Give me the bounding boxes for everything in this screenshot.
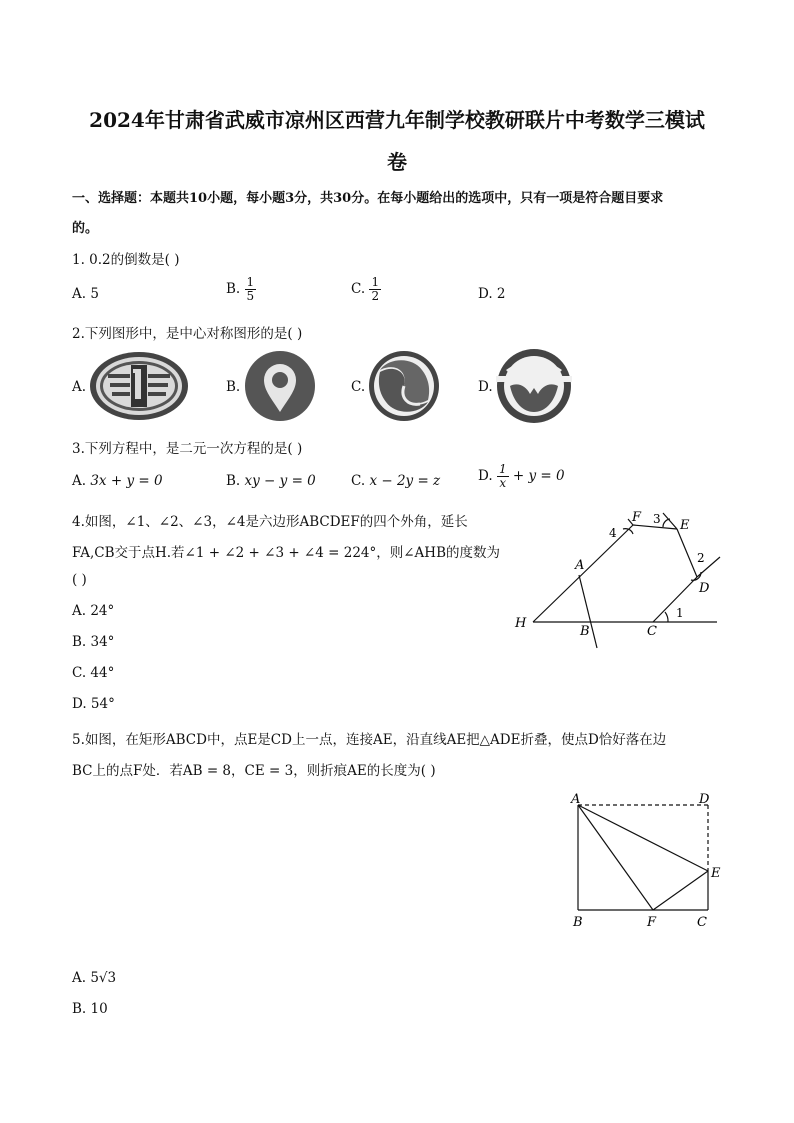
q1-option-b-label: B. bbox=[226, 281, 241, 297]
q3-option-d-label: D. bbox=[478, 468, 493, 484]
q3-option-b-expression: xy − y = 0 bbox=[244, 473, 316, 489]
q5-option-a: A. 5√3 bbox=[72, 970, 117, 986]
q3-option-d-fraction bbox=[497, 463, 509, 490]
q1-option-d: D. 2 bbox=[478, 286, 506, 302]
q3-option-d-rest: + y = 0 bbox=[512, 468, 565, 484]
q1-option-c-fraction bbox=[369, 276, 381, 303]
label-d: D bbox=[699, 581, 710, 596]
label-e: E bbox=[680, 518, 690, 533]
question-3-stem: 3.下列方程中，是二元一次方程的是( ) bbox=[72, 441, 303, 457]
fraction-denominator: x bbox=[499, 476, 507, 490]
label-a: A bbox=[575, 558, 585, 573]
logo-a-image bbox=[88, 350, 190, 422]
q1-option-b bbox=[226, 276, 256, 303]
q4-option-d: D. 54° bbox=[72, 696, 115, 712]
q4-option-c: C. 44° bbox=[72, 665, 115, 681]
q2-option-b-label: B. bbox=[226, 379, 241, 395]
section-header-line1: 一、选择题：本题共10小题，每小题3分，共30分。在每小题给出的选项中，只有一项是符合题目要求 bbox=[72, 191, 664, 206]
label-e: E bbox=[711, 866, 721, 881]
q2-option-d-label: D. bbox=[478, 379, 493, 395]
q3-option-a-label: A. bbox=[72, 473, 87, 489]
question-5-line2: BC上的点F处．若AB = 8，CE = 3，则折痕AE的长度为( ) bbox=[72, 763, 436, 779]
q5-option-b: B. 10 bbox=[72, 1001, 108, 1017]
label-c: C bbox=[647, 624, 657, 639]
label-c: C bbox=[697, 915, 707, 930]
q3-option-c-expression: x − 2y = z bbox=[369, 473, 441, 489]
rectangle-figure bbox=[565, 788, 725, 933]
q3-option-c bbox=[351, 473, 440, 489]
q1-option-c bbox=[351, 276, 381, 303]
fraction-denominator: 2 bbox=[371, 289, 380, 303]
angle-label-2: 2 bbox=[697, 551, 705, 565]
label-a: A bbox=[571, 792, 581, 807]
label-h: H bbox=[515, 616, 527, 631]
q3-option-b bbox=[226, 473, 316, 489]
q4-option-b: B. 34° bbox=[72, 634, 115, 650]
label-d: D bbox=[699, 792, 710, 807]
label-b: B bbox=[573, 915, 583, 930]
q1-option-c-label: C. bbox=[351, 281, 366, 297]
q3-option-d bbox=[478, 463, 565, 490]
hexagon-figure bbox=[505, 505, 730, 650]
label-f: F bbox=[632, 510, 642, 525]
question-4-line3: ( ) bbox=[72, 572, 87, 588]
logo-d-image bbox=[496, 348, 572, 424]
q3-option-b-label: B. bbox=[226, 473, 241, 489]
fraction-denominator: 5 bbox=[246, 289, 255, 303]
q3-option-c-label: C. bbox=[351, 473, 366, 489]
question-5-line1: 5.如图，在矩形ABCD中，点E是CD上一点，连接AE，沿直线AE把△ADE折叠，使点D恰好落在边 bbox=[72, 732, 667, 748]
logo-c-image bbox=[368, 350, 440, 422]
fraction-numerator: 1 bbox=[498, 462, 507, 476]
q3-option-a-expression: 3x + y = 0 bbox=[90, 473, 163, 489]
fraction-numerator: 1 bbox=[246, 275, 255, 289]
question-1-stem: 1. 0.2的倒数是( ) bbox=[72, 252, 180, 268]
angle-label-1: 1 bbox=[676, 606, 684, 620]
q1-option-a: A. 5 bbox=[72, 286, 99, 302]
fraction-numerator: 1 bbox=[371, 275, 380, 289]
q1-option-b-fraction bbox=[245, 276, 257, 303]
question-4-line2: FA,CB交于点H.若∠1 + ∠2 + ∠3 + ∠4 = 224°，则∠AHB的度数为 bbox=[72, 545, 500, 561]
q2-option-c-label: C. bbox=[351, 379, 366, 395]
logo-b-image bbox=[244, 350, 316, 422]
q2-option-a-label: A. bbox=[72, 379, 87, 395]
section-header-line2: 的。 bbox=[72, 221, 99, 236]
page-title-line2: 卷 bbox=[387, 150, 407, 174]
label-b: B bbox=[580, 624, 590, 639]
angle-label-4: 4 bbox=[609, 526, 617, 540]
question-2-stem: 2.下列图形中，是中心对称图形的是( ) bbox=[72, 326, 303, 342]
q4-option-a: A. 24° bbox=[72, 603, 115, 619]
page-title-line1: 2024年甘肃省武威市凉州区西营九年制学校教研联片中考数学三模试 bbox=[89, 108, 705, 132]
q3-option-a bbox=[72, 473, 163, 489]
label-f: F bbox=[647, 915, 657, 930]
question-4-line1: 4.如图，∠1、∠2、∠3，∠4是六边形ABCDEF的四个外角，延长 bbox=[72, 514, 468, 530]
angle-label-3: 3 bbox=[653, 512, 661, 526]
